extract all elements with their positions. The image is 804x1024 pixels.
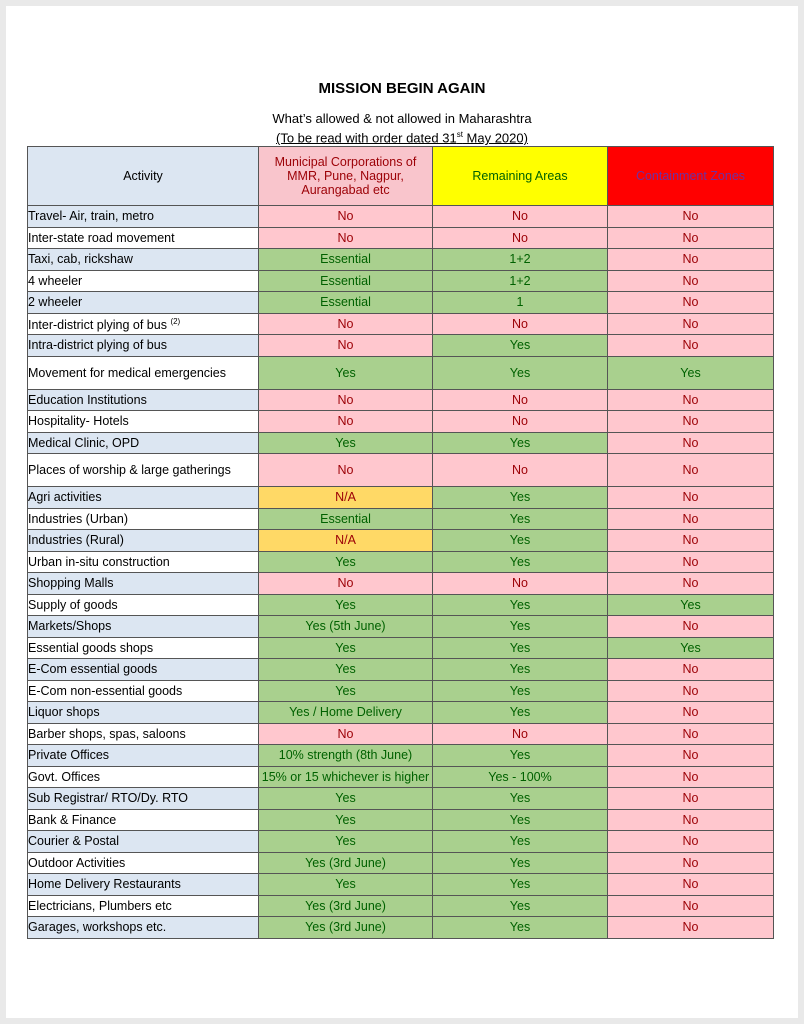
table-row <box>28 335 774 357</box>
containment-cell: No <box>608 227 774 249</box>
activity-label: Intra-district plying of bus <box>28 338 167 353</box>
header-activity: Activity <box>28 147 259 206</box>
containment-cell: No <box>608 766 774 788</box>
activity-cell <box>28 313 259 335</box>
containment-cell: No <box>608 702 774 724</box>
table-row <box>28 594 774 616</box>
municipal-cell: No <box>259 723 433 745</box>
municipal-cell: No <box>259 411 433 433</box>
remaining-cell: 1+2 <box>433 249 608 271</box>
activity-label: E-Com non-essential goods <box>28 683 183 698</box>
activity-cell <box>28 249 259 271</box>
table-header-row <box>28 147 774 206</box>
activity-label: Industries (Urban) <box>28 511 129 526</box>
footnote-reference: (2) <box>170 317 181 327</box>
table-row <box>28 206 774 228</box>
municipal-cell: Yes <box>259 551 433 573</box>
subtitle-superscript: st <box>456 130 463 139</box>
remaining-cell: No <box>433 313 608 335</box>
activity-cell <box>28 487 259 509</box>
remaining-cell: Yes <box>433 637 608 659</box>
remaining-cell: Yes <box>433 551 608 573</box>
containment-cell: No <box>608 852 774 874</box>
table-row <box>28 530 774 552</box>
containment-cell: Yes <box>608 637 774 659</box>
table-row <box>28 487 774 509</box>
municipal-cell: Yes <box>259 637 433 659</box>
municipal-cell: No <box>259 335 433 357</box>
activity-label: Govt. Offices <box>28 769 101 784</box>
containment-cell: No <box>608 551 774 573</box>
activity-label: Garages, workshops etc. <box>28 920 167 935</box>
page-subtitle <box>0 111 804 146</box>
table-row <box>28 680 774 702</box>
table-body <box>28 206 774 939</box>
header-municipal: Municipal Corporations of MMR, Pune, Nagpur, Aurangabad etc <box>259 147 433 206</box>
municipal-cell: Yes <box>259 874 433 896</box>
remaining-cell: Yes <box>433 874 608 896</box>
remaining-cell: Yes <box>433 788 608 810</box>
activity-label: Sub Registrar/ RTO/Dy. RTO <box>28 791 189 806</box>
activity-cell <box>28 270 259 292</box>
containment-cell: No <box>608 206 774 228</box>
activity-cell <box>28 432 259 454</box>
remaining-cell: No <box>433 723 608 745</box>
activity-label: E-Com essential goods <box>28 662 158 677</box>
remaining-cell: Yes <box>433 702 608 724</box>
activity-cell <box>28 917 259 939</box>
table-row <box>28 874 774 896</box>
municipal-cell: N/A <box>259 487 433 509</box>
activity-label: Industries (Rural) <box>28 533 124 548</box>
containment-cell: No <box>608 723 774 745</box>
municipal-cell: No <box>259 206 433 228</box>
table-row <box>28 227 774 249</box>
activity-label: Home Delivery Restaurants <box>28 877 181 892</box>
table-row <box>28 508 774 530</box>
remaining-cell: Yes <box>433 487 608 509</box>
table-row <box>28 723 774 745</box>
table-row <box>28 659 774 681</box>
containment-cell: No <box>608 659 774 681</box>
activity-label: Barber shops, spas, saloons <box>28 726 186 741</box>
remaining-cell: No <box>433 389 608 411</box>
activity-label: Markets/Shops <box>28 619 112 634</box>
municipal-cell: Yes <box>259 432 433 454</box>
table-row <box>28 809 774 831</box>
table-row <box>28 637 774 659</box>
activity-label: Urban in-situ construction <box>28 554 170 569</box>
page-title: MISSION BEGIN AGAIN <box>318 80 486 97</box>
table-row <box>28 389 774 411</box>
containment-cell: Yes <box>608 356 774 389</box>
table-row <box>28 432 774 454</box>
activity-cell <box>28 766 259 788</box>
municipal-cell: Yes <box>259 809 433 831</box>
activity-label: Movement for medical emergencies <box>28 365 226 380</box>
header-containment-zones: Containment Zones <box>608 147 774 206</box>
municipal-cell: N/A <box>259 530 433 552</box>
remaining-cell: Yes <box>433 530 608 552</box>
remaining-cell: No <box>433 454 608 487</box>
municipal-cell: Yes <box>259 788 433 810</box>
municipal-cell: Yes (3rd June) <box>259 852 433 874</box>
table-row <box>28 292 774 314</box>
activity-cell <box>28 702 259 724</box>
remaining-cell: Yes <box>433 356 608 389</box>
containment-cell: No <box>608 573 774 595</box>
activity-label: 2 wheeler <box>28 295 83 310</box>
municipal-cell: Essential <box>259 292 433 314</box>
municipal-cell: No <box>259 313 433 335</box>
activity-label: Liquor shops <box>28 705 100 720</box>
activity-cell <box>28 831 259 853</box>
table-row <box>28 454 774 487</box>
activity-cell <box>28 895 259 917</box>
activity-label: Essential goods shops <box>28 640 154 655</box>
table-row <box>28 356 774 389</box>
containment-cell: No <box>608 508 774 530</box>
table-row <box>28 313 774 335</box>
activity-cell <box>28 594 259 616</box>
municipal-cell: Yes <box>259 659 433 681</box>
activity-label: Shopping Malls <box>28 576 114 591</box>
remaining-cell: 1 <box>433 292 608 314</box>
municipal-cell: Yes (3rd June) <box>259 895 433 917</box>
remaining-cell: No <box>433 411 608 433</box>
containment-cell: No <box>608 809 774 831</box>
municipal-cell: 15% or 15 whichever is higher <box>259 766 433 788</box>
table-row <box>28 573 774 595</box>
table-row <box>28 766 774 788</box>
containment-cell: No <box>608 313 774 335</box>
table-row <box>28 702 774 724</box>
containment-cell: No <box>608 616 774 638</box>
table-row <box>28 852 774 874</box>
municipal-cell: No <box>259 573 433 595</box>
containment-cell: No <box>608 432 774 454</box>
activity-label: Medical Clinic, OPD <box>28 435 140 450</box>
municipal-cell: Yes (3rd June) <box>259 917 433 939</box>
subtitle-line-2 <box>0 127 804 146</box>
containment-cell: No <box>608 680 774 702</box>
containment-cell: No <box>608 788 774 810</box>
activity-label: Bank & Finance <box>28 812 117 827</box>
table-row <box>28 831 774 853</box>
activity-label: Courier & Postal <box>28 834 120 849</box>
containment-cell: No <box>608 454 774 487</box>
containment-cell: No <box>608 411 774 433</box>
activity-cell <box>28 551 259 573</box>
activity-cell <box>28 292 259 314</box>
table-row <box>28 917 774 939</box>
activity-cell <box>28 356 259 389</box>
table-row <box>28 616 774 638</box>
remaining-cell: Yes <box>433 594 608 616</box>
municipal-cell: Yes <box>259 594 433 616</box>
subtitle-line-2-text: (To be read with order dated 31 <box>276 130 457 146</box>
activity-cell <box>28 389 259 411</box>
municipal-cell: 10% strength (8th June) <box>259 745 433 767</box>
activity-label: 4 wheeler <box>28 273 83 288</box>
remaining-cell: Yes <box>433 680 608 702</box>
activity-cell <box>28 227 259 249</box>
activity-cell <box>28 411 259 433</box>
remaining-cell: Yes <box>433 831 608 853</box>
activity-label: Outdoor Activities <box>28 855 126 870</box>
activity-cell <box>28 206 259 228</box>
containment-cell: No <box>608 249 774 271</box>
activity-label: Inter-district plying of bus <box>28 318 167 333</box>
remaining-cell: Yes <box>433 432 608 454</box>
containment-cell: No <box>608 292 774 314</box>
remaining-cell: No <box>433 206 608 228</box>
containment-cell: No <box>608 389 774 411</box>
activity-label: Taxi, cab, rickshaw <box>28 252 133 267</box>
municipal-cell: Essential <box>259 249 433 271</box>
municipal-cell: Essential <box>259 508 433 530</box>
activity-cell <box>28 637 259 659</box>
activity-cell <box>28 616 259 638</box>
activity-cell <box>28 874 259 896</box>
containment-cell: No <box>608 335 774 357</box>
remaining-cell: Yes <box>433 659 608 681</box>
activity-cell <box>28 723 259 745</box>
containment-cell: No <box>608 874 774 896</box>
activity-label: Education Institutions <box>28 392 147 407</box>
activity-label: Travel- Air, train, metro <box>28 209 154 224</box>
municipal-cell: No <box>259 454 433 487</box>
remaining-cell: Yes <box>433 917 608 939</box>
remaining-cell: Yes <box>433 335 608 357</box>
municipal-cell: Yes <box>259 680 433 702</box>
municipal-cell: Essential <box>259 270 433 292</box>
activity-label: Agri activities <box>28 490 102 505</box>
activity-cell <box>28 530 259 552</box>
remaining-cell: Yes <box>433 852 608 874</box>
municipal-cell: Yes <box>259 831 433 853</box>
remaining-cell: Yes - 100% <box>433 766 608 788</box>
municipal-cell: Yes / Home Delivery <box>259 702 433 724</box>
remaining-cell: Yes <box>433 809 608 831</box>
activity-cell <box>28 508 259 530</box>
activity-label: Supply of goods <box>28 597 118 612</box>
activity-cell <box>28 680 259 702</box>
activity-cell <box>28 852 259 874</box>
activity-label: Electricians, Plumbers etc <box>28 898 172 913</box>
table-row <box>28 551 774 573</box>
header-remaining-areas: Remaining Areas <box>433 147 608 206</box>
subtitle-line-2-end: May 2020) <box>462 130 528 146</box>
activity-cell <box>28 573 259 595</box>
activity-label: Hospitality- Hotels <box>28 414 129 429</box>
table-row <box>28 895 774 917</box>
table-row <box>28 411 774 433</box>
remaining-cell: No <box>433 573 608 595</box>
containment-cell: No <box>608 745 774 767</box>
containment-cell: No <box>608 530 774 552</box>
table-row <box>28 270 774 292</box>
activity-label: Places of worship & large gatherings <box>28 463 231 477</box>
municipal-cell: No <box>259 389 433 411</box>
remaining-cell: Yes <box>433 616 608 638</box>
activity-table <box>27 146 774 939</box>
remaining-cell: Yes <box>433 508 608 530</box>
activity-label: Inter-state road movement <box>28 230 175 245</box>
table-row <box>28 249 774 271</box>
activity-cell <box>28 454 259 487</box>
activity-cell <box>28 809 259 831</box>
table-row <box>28 745 774 767</box>
containment-cell: No <box>608 895 774 917</box>
containment-cell: No <box>608 270 774 292</box>
activity-cell <box>28 659 259 681</box>
containment-cell: No <box>608 831 774 853</box>
remaining-cell: Yes <box>433 745 608 767</box>
containment-cell: No <box>608 917 774 939</box>
municipal-cell: Yes <box>259 356 433 389</box>
remaining-cell: 1+2 <box>433 270 608 292</box>
subtitle-line-1: What’s allowed & not allowed in Maharashtra <box>272 111 532 126</box>
activity-cell <box>28 335 259 357</box>
municipal-cell: Yes (5th June) <box>259 616 433 638</box>
containment-cell: Yes <box>608 594 774 616</box>
municipal-cell: No <box>259 227 433 249</box>
table-row <box>28 788 774 810</box>
activity-label: Private Offices <box>28 748 110 763</box>
containment-cell: No <box>608 487 774 509</box>
remaining-cell: Yes <box>433 895 608 917</box>
activity-cell <box>28 745 259 767</box>
remaining-cell: No <box>433 227 608 249</box>
activity-cell <box>28 788 259 810</box>
